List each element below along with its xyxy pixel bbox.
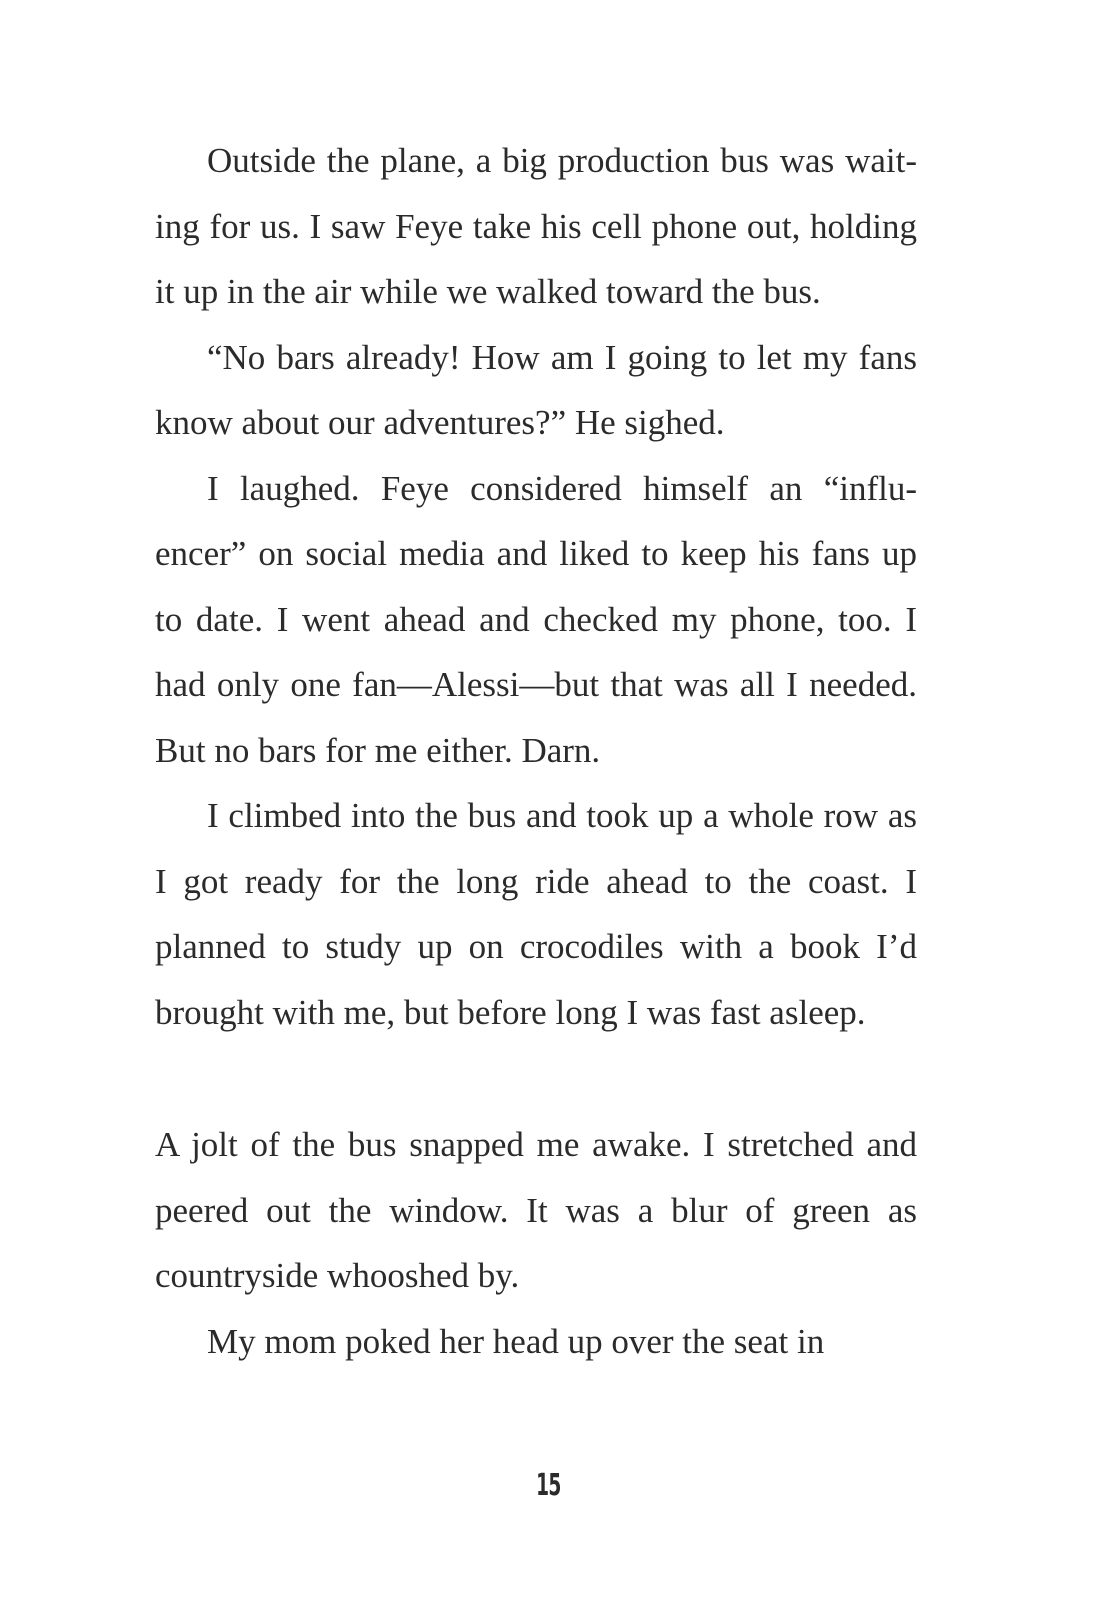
paragraph-section-start: A jolt of the bus snapped me awake. I stretched and peered out the window. It was a blur of green as countryside whooshed by. bbox=[155, 1125, 917, 1295]
section-two-text bbox=[155, 1112, 917, 1374]
paragraph: Outside the plane, a big production bus was waiting for us. I saw Feye take his cell phone out, holding it up in the air while we walked toward the bus. bbox=[155, 141, 917, 311]
paragraph: I laughed. Feye considered himself an “influencer” on social media and liked to keep his fans up to date. I went ahead and checked my phone, too. I had only one fan—Alessi—but that was all I needed. But no bars for me either. Darn. bbox=[155, 468, 917, 770]
paragraph: My mom poked her head up over the seat in bbox=[207, 1321, 825, 1361]
page-number: 15 bbox=[536, 1468, 561, 1503]
section-one-text bbox=[155, 128, 917, 1045]
paragraph: “No bars already! How am I going to let my fans know about our adventures?” He sighed. bbox=[155, 337, 917, 442]
paragraph: I climbed into the bus and took up a whole row as I got ready for the long ride ahead to the coast. I planned to study up on crocodiles with a book I’d brought with me, but before long I was fast asleep. bbox=[155, 796, 917, 1032]
